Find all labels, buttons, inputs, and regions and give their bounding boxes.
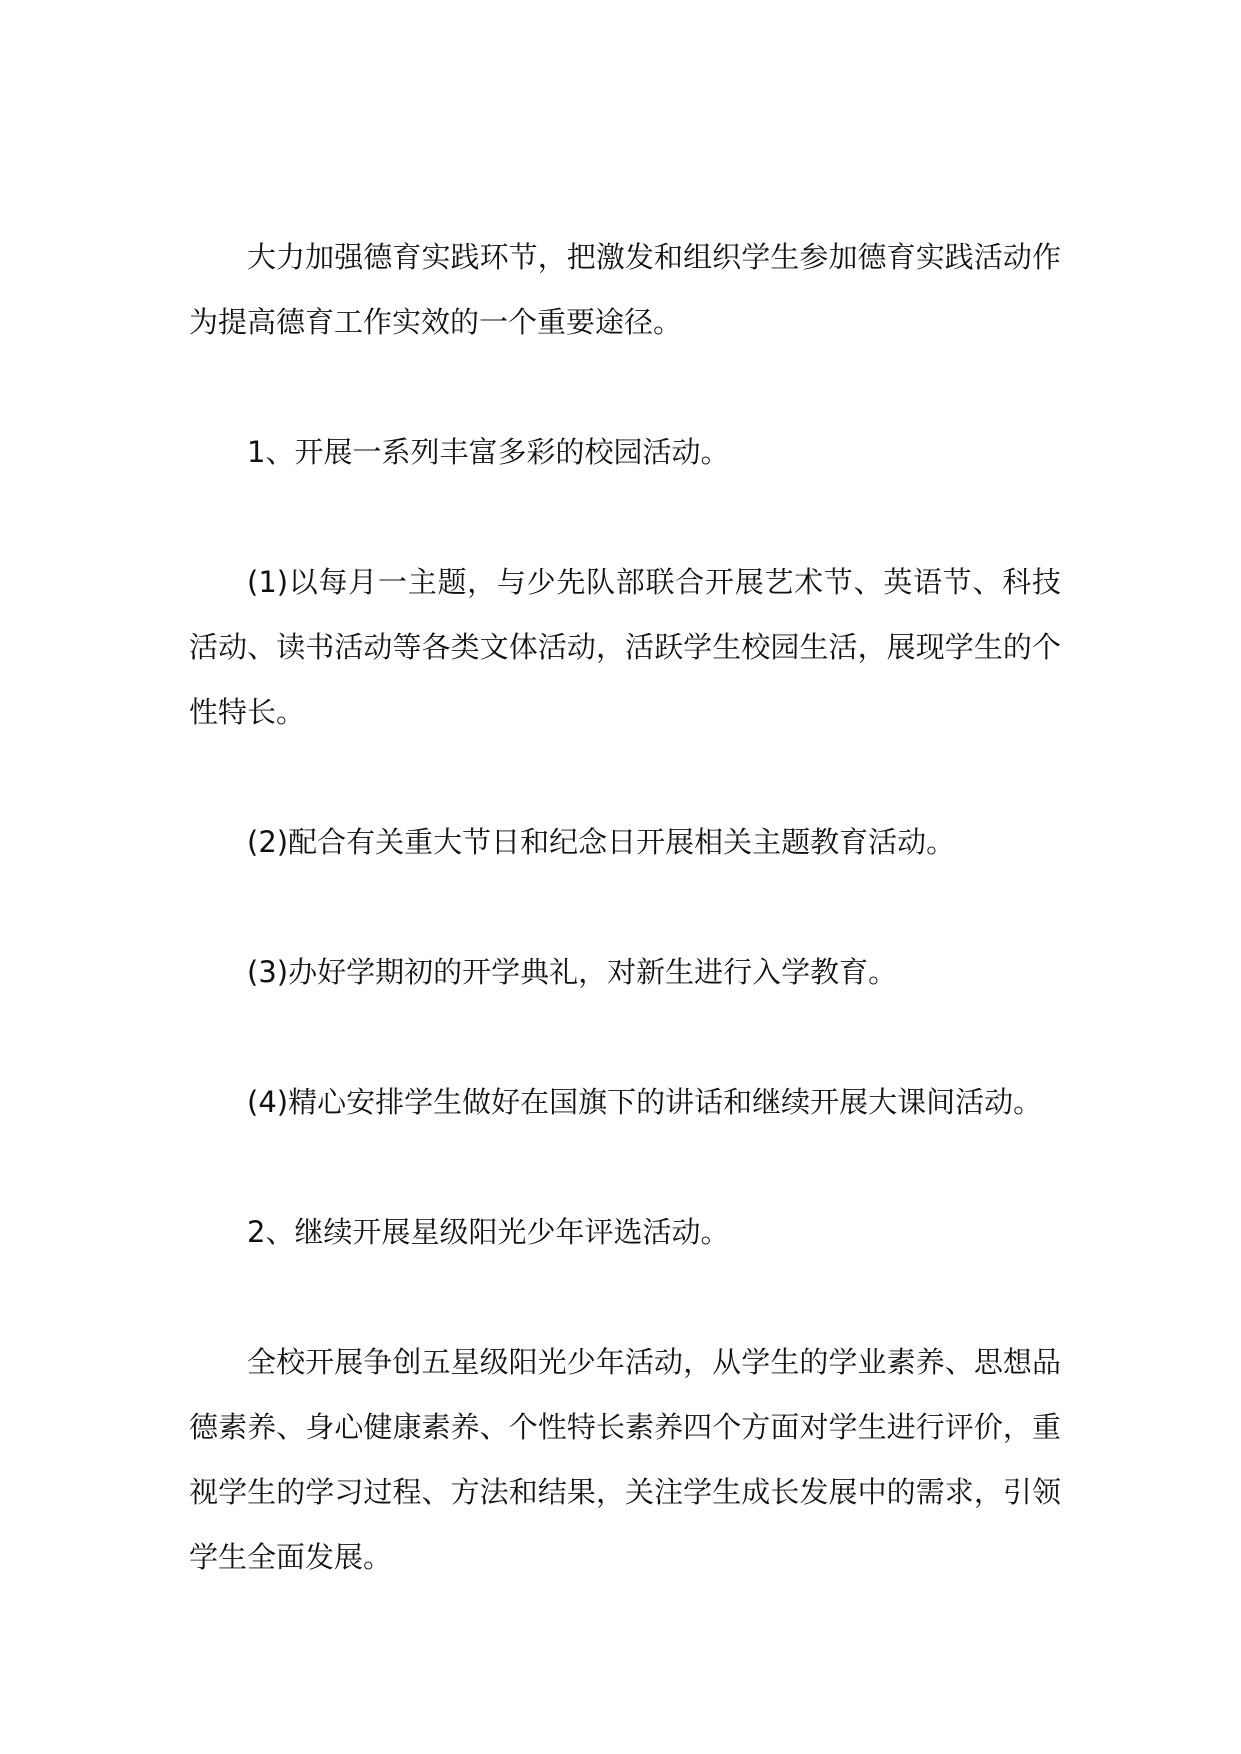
paragraph-spacer [189, 745, 1061, 810]
paragraph-spacer [189, 485, 1061, 550]
paragraph-practice-intro: 大力加强德育实践环节，把激发和组织学生参加德育实践活动作为提高德育工作实效的一个重要途径。 [189, 240, 1061, 339]
document-body [189, 225, 1061, 1590]
paragraph-section-1-heading: 1、开展一系列丰富多彩的校园活动。 [247, 435, 730, 469]
paragraph-item-3: (3)办好学期初的开学典礼，对新生进行入学教育。 [247, 955, 898, 989]
paragraph-spacer [189, 1005, 1061, 1070]
paragraph-item-1: (1)以每月一主题，与少先队部联合开展艺术节、英语节、科技活动、读书活动等各类文体活动，活跃学生校园生活，展现学生的个性特长。 [189, 565, 1061, 729]
paragraph-item-2: (2)配合有关重大节日和纪念日开展相关主题教育活动。 [247, 825, 956, 859]
paragraph-section-2-heading: 2、继续开展星级阳光少年评选活动。 [247, 1215, 730, 1249]
paragraph-spacer [189, 875, 1061, 940]
paragraph-spacer [189, 1265, 1061, 1330]
paragraph-item-4: (4)精心安排学生做好在国旗下的讲话和继续开展大课间活动。 [247, 1085, 1043, 1119]
paragraph-spacer [189, 355, 1061, 420]
paragraph-spacer [189, 1135, 1061, 1200]
paragraph-star-evaluation: 全校开展争创五星级阳光少年活动，从学生的学业素养、思想品德素养、身心健康素养、个性特长素养四个方面对学生进行评价，重视学生的学习过程、方法和结果，关注学生成长发展中的需求，引领学生全面发展。 [189, 1345, 1061, 1574]
